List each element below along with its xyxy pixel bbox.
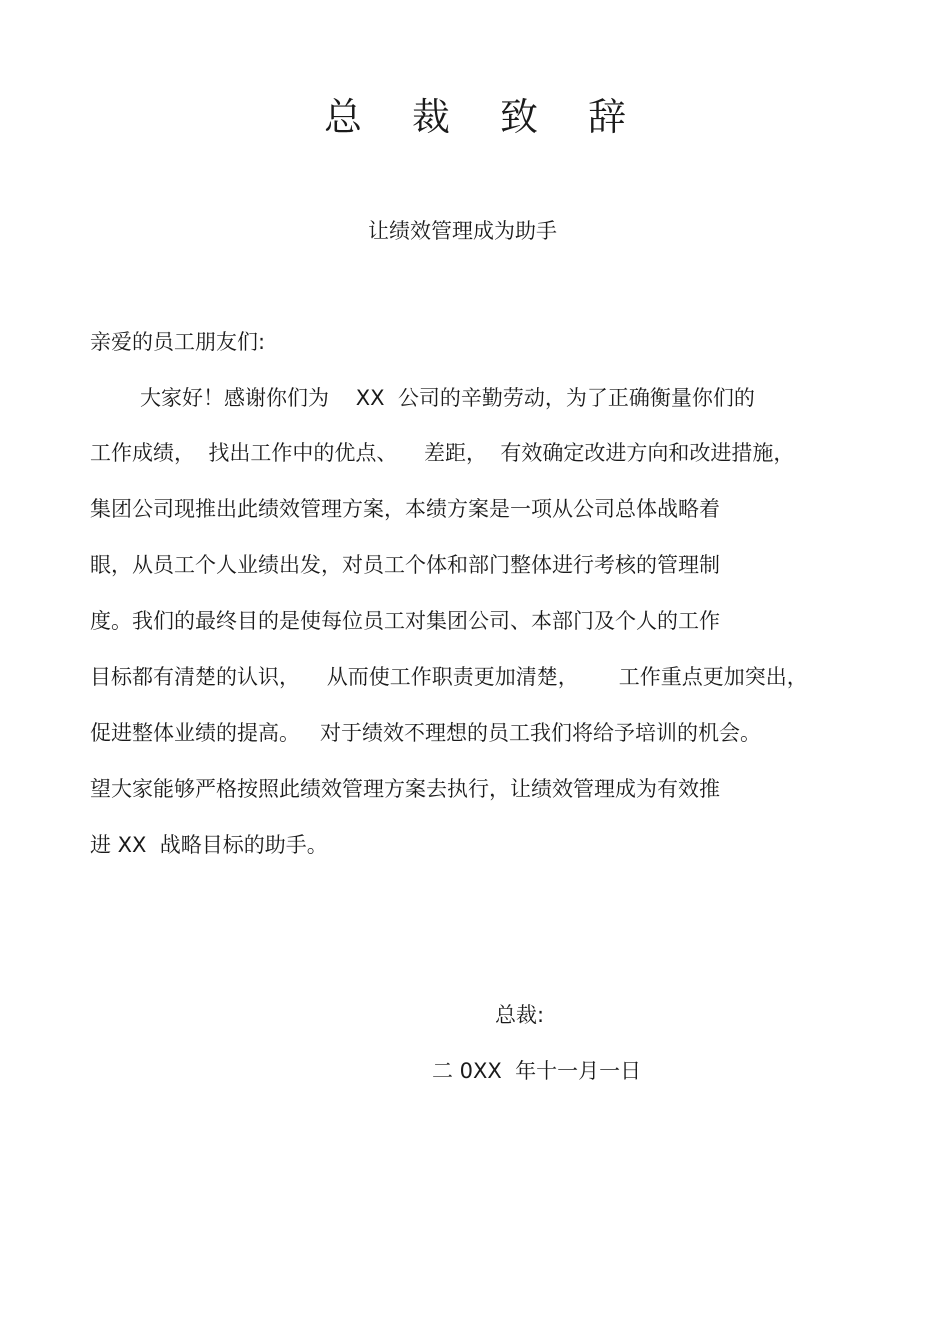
body-line-5: 度。我们的最终目的是使每位员工对集团公司、本部门及个人的工作 [90, 609, 720, 633]
body-line-2: 工作成绩， 找出工作中的优点、 差距， 有效确定改进方向和改进措施， [90, 441, 795, 465]
body-line-3: 集团公司现推出此绩效管理方案，本绩方案是一项从公司总体战略着 [90, 497, 720, 521]
signature-title: 总裁: [495, 1003, 545, 1027]
letter-subtitle: 让绩效管理成为助手 [368, 219, 557, 243]
body-line-6: 目标都有清楚的认识， 从而使工作职责更加清楚， 工作重点更加突出， [90, 665, 808, 689]
letter-title: 总裁致辞 [323, 95, 676, 139]
body-line-9: 进 XX 战略目标的助手。 [90, 833, 328, 857]
body-line-8: 望大家能够严格按照此绩效管理方案去执行，让绩效管理成为有效推 [90, 777, 720, 801]
signature-date: 二 0XX 年十一月一日 [432, 1059, 642, 1083]
body-line-1: 大家好！感谢你们为 XX 公司的辛勤劳动，为了正确衡量你们的 [140, 386, 755, 410]
body-line-7: 促进整体业绩的提高。 对于绩效不理想的员工我们将给予培训的机会。 [90, 721, 762, 745]
salutation: 亲爱的员工朋友们: [90, 330, 266, 354]
body-line-4: 眼，从员工个人业绩出发，对员工个体和部门整体进行考核的管理制 [90, 553, 720, 577]
